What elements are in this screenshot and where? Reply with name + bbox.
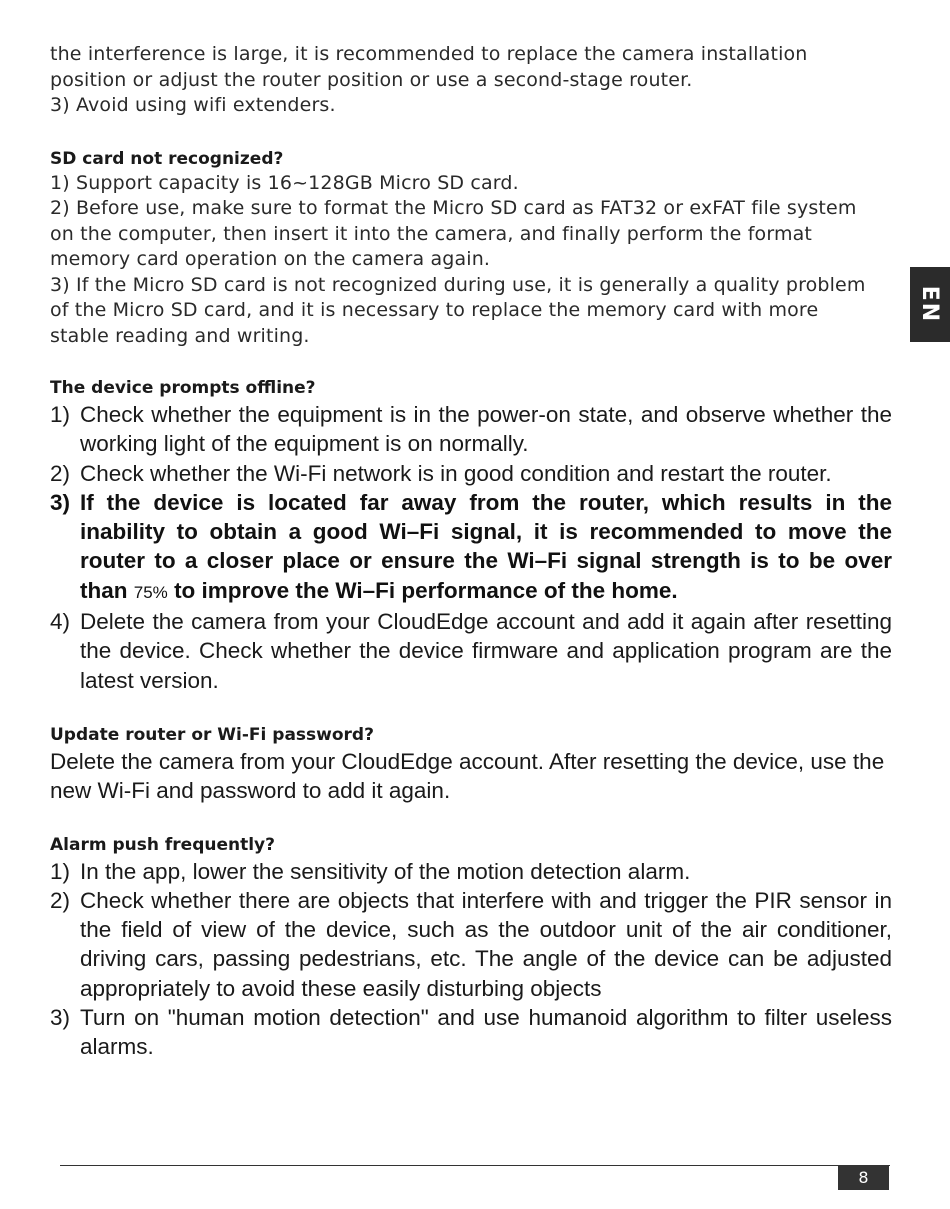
intro-line: position or adjust the router position or use a second-stage router. (50, 68, 693, 91)
section-title: SD card not recognized? (50, 148, 284, 169)
sd-card-line: of the Micro SD card, and it is necessary to replace the memory card with more (50, 299, 819, 321)
update-password-text: Delete the camera from your CloudEdge account. After resetting the device, use the new Wi-Fi and password to add it again. (50, 748, 885, 804)
list-item (50, 886, 892, 1003)
section-offline (50, 376, 892, 695)
footer-divider (60, 1165, 890, 1166)
item-number: 3) (50, 1005, 71, 1031)
alarm-list (50, 857, 892, 1062)
item-number: 3) (50, 489, 71, 515)
item-number: 2) (50, 887, 71, 913)
section-sd-card (50, 147, 892, 350)
item-text: In the app, lower the sensitivity of the motion detection alarm. (80, 858, 691, 884)
item-text: Check whether there are objects that interfere with and trigger the PIR sensor in the field of view of the device, such as the outdoor unit of the air conditioner, driving cars, passing pedestrians, etc. The angle of the device can be adjusted appropriately to avoid these easily disturbing objects (80, 887, 892, 1001)
intro-line: 3) Avoid using wifi extenders. (50, 94, 336, 116)
item-text: Check whether the Wi-Fi network is in good condition and restart the router. (80, 460, 832, 486)
list-item (50, 1003, 892, 1062)
item-text: Turn on "human motion detection" and use humanoid algorithm to filter useless alarms. (80, 1005, 892, 1060)
section-title: Update router or Wi-Fi password? (50, 724, 374, 745)
page-number: 8 (838, 1166, 889, 1190)
sd-card-line: 3) If the Micro SD card is not recognized during use, it is generally a quality problem (50, 273, 866, 296)
list-item-emphasized (50, 488, 892, 607)
section-title: The device prompts offline? (50, 378, 316, 398)
intro-paragraph (50, 42, 892, 119)
list-item (50, 607, 892, 695)
sd-card-line: 1) Support capacity is 16~128GB Micro SD card. (50, 171, 519, 194)
sd-card-line: memory card operation on the camera again. (50, 248, 491, 270)
language-tab-label: EN (917, 285, 943, 324)
signal-strength-value: 75% (133, 582, 168, 602)
intro-line: the interference is large, it is recommended to replace the camera installation (50, 43, 808, 65)
offline-list (50, 400, 892, 695)
list-item (50, 857, 892, 886)
section-update-password (50, 723, 892, 806)
section-title: Alarm push frequently? (50, 834, 275, 855)
item-text: If the device is located far away from the router, which results in the inability to obtain a good Wi–Fi signal, it is recommended to move the router to a closer place or ensure the Wi–Fi signal strength is to be over than (80, 489, 892, 603)
sd-card-line: 2) Before use, make sure to format the Micro SD card as FAT32 or exFAT file system (50, 197, 857, 219)
list-item (50, 459, 892, 488)
item-number: 4) (50, 609, 71, 635)
item-number: 2) (50, 460, 71, 486)
item-text: Delete the camera from your CloudEdge account and add it again after resetting the device. Check whether the device firmware and application program are the latest version. (80, 609, 892, 693)
list-item (50, 400, 892, 459)
item-number: 1) (50, 402, 71, 427)
section-alarm (50, 833, 892, 1062)
sd-card-line: stable reading and writing. (50, 324, 310, 347)
item-text: Check whether the equipment is in the power-on state, and observe whether the working light of the equipment is on normally. (80, 402, 892, 457)
sd-card-line: on the computer, then insert it into the camera, and finally perform the format (50, 222, 812, 245)
language-tab (910, 267, 950, 342)
item-text: to improve the Wi–Fi performance of the home. (174, 577, 678, 603)
page-content (50, 42, 892, 1062)
item-number: 1) (50, 858, 71, 884)
